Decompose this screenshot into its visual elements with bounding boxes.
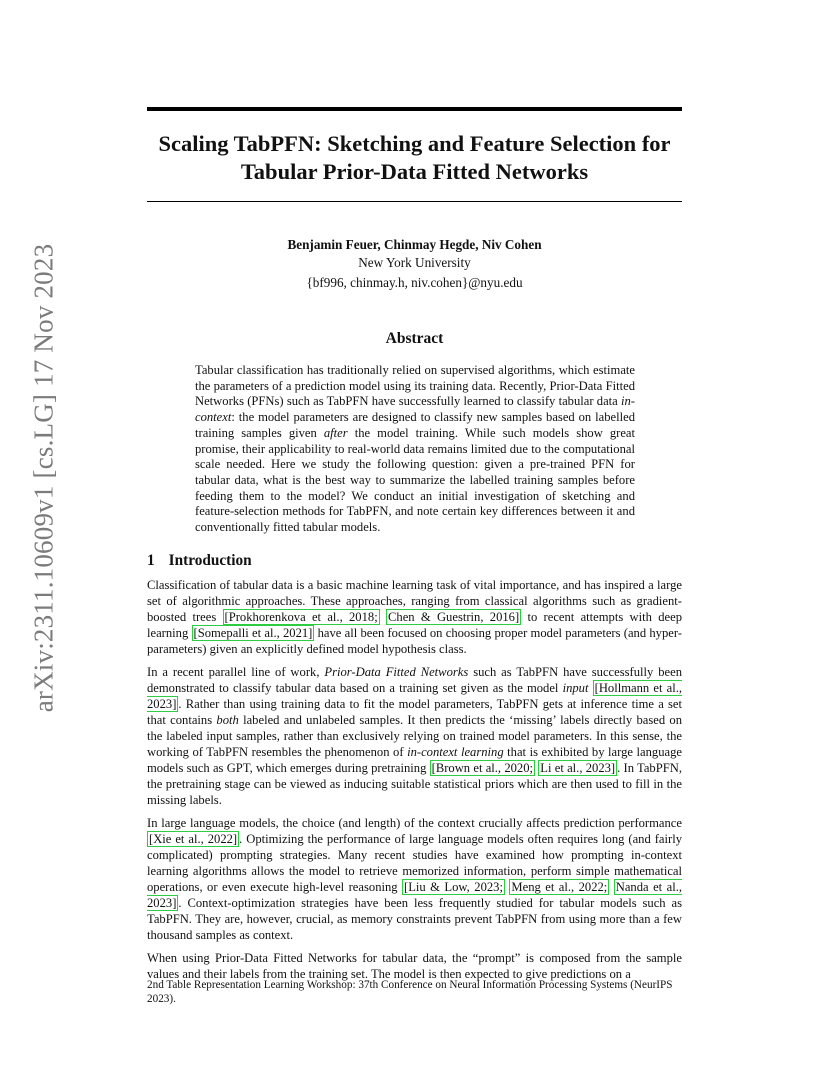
citation-link[interactable]: [Liu & Low, 2023; <box>404 880 503 894</box>
arxiv-identifier-text: arXiv:2311.10609v1 [cs.LG] 17 Nov 2023 <box>28 243 59 713</box>
citation-link[interactable]: [Xie et al., 2022] <box>149 832 238 846</box>
paragraph-emphasis: Prior-Data Fitted Networks <box>324 665 469 679</box>
citation-link[interactable]: Chen & Guestrin, 2016] <box>388 610 520 624</box>
citation-link[interactable]: [Somepalli et al., 2021] <box>193 626 313 640</box>
author-names: Benjamin Feuer, Chinmay Hegde, Niv Cohen <box>287 237 542 252</box>
paragraph-text: such as TabPFN have successfully been demonstrated to classify tabular data based on a training set given as the model <box>147 665 682 695</box>
introduction-body <box>147 577 682 989</box>
paragraph-text: . In TabPFN, the pretraining stage can be viewed as inducing suitable statistical priors which are then used to fill in the missing labels. <box>147 761 682 807</box>
abstract-emphasis: after <box>323 425 348 440</box>
paragraph-emphasis: input <box>562 681 589 695</box>
section-heading-introduction <box>147 552 682 570</box>
paragraph-text: . Context-optimization strategies have been less frequently studied for tabular models such as TabPFN. They are, however, crucial, as memory constraints prevent TabPFN from using more than a few thousand samples as context. <box>147 896 682 942</box>
section-title: Introduction <box>168 552 252 569</box>
paragraph-text: have all been focused on choosing proper model parameters (and hyper-parameters) given an explicitly defined model hypothesis class. <box>147 626 682 656</box>
paragraph-text: labeled and unlabeled samples. It then predicts the ‘missing’ labels directly based on the labeled input samples, rather than exclusively relying on trained model parameters. In this sense, the working of TabPFN resembles the phenomenon of <box>147 713 683 759</box>
paragraph-1 <box>147 577 682 657</box>
conference-footnote: 2nd Table Representation Learning Workshop: 37th Conference on Neural Information Processing Systems (NeurIPS 2023). <box>147 979 673 1005</box>
abstract-text: : the model parameters are designed to classify new samples based on labelled training samples given <box>195 410 635 440</box>
paragraph-text: In large language models, the choice (and length) of the context crucially affects prediction performance <box>147 816 682 830</box>
abstract-emphasis: in-context <box>195 394 635 425</box>
citation-link[interactable]: [Prokhorenkova et al., 2018; <box>224 610 378 624</box>
paragraph-3 <box>147 815 682 943</box>
citation-link[interactable]: Li et al., 2023] <box>540 761 616 775</box>
author-emails: {bf996, chinmay.h, niv.cohen}@nyu.edu <box>306 275 523 290</box>
author-block <box>147 236 682 292</box>
paragraph-text: . Rather than using training data to fit the model parameters, TabPFN gets at inference time a set that contains <box>147 697 682 727</box>
paragraph-emphasis: both <box>216 713 239 727</box>
title-top-rule <box>147 107 682 111</box>
paragraph-emphasis: in-context learning <box>407 745 504 759</box>
paragraph-text: to recent attempts with deep learning <box>147 610 682 640</box>
abstract-text: the model training. While such models show great promise, their applicability to real-world data remains limited due to the computational scale needed. Here we study the following question: given a pre-trained PFN for tabular data, what is the best way to summarize the labelled training samples before feeding them to the model? We conduct an initial investigation of sketching and feature-selection methods for TabPFN, and note certain key differences between it and conventionally fitted tabular models. <box>195 425 636 535</box>
paper-title-line-1: Scaling TabPFN: Sketching and Feature Selection for <box>158 131 671 156</box>
abstract-body <box>195 363 635 536</box>
abstract-heading: Abstract <box>385 330 444 347</box>
paragraph-text: In a recent parallel line of work, <box>147 665 325 679</box>
paragraph-text: that is exhibited by large language models such as GPT, which emerges during pretraining <box>147 745 682 775</box>
paragraph-2 <box>147 664 682 808</box>
title-bottom-rule <box>147 201 682 202</box>
citation-link[interactable]: Nanda et al., 2023] <box>147 880 682 910</box>
author-affiliation: New York University <box>358 255 471 270</box>
section-number: 1 <box>147 552 155 569</box>
citation-link[interactable]: [Hollmann et al., 2023] <box>147 681 682 711</box>
paper-title <box>147 130 682 186</box>
paragraph-text: Classification of tabular data is a basic machine learning task of vital importance, and has inspired a large set of algorithmic approaches. These approaches, ranging from classical algorithms such as gradient-boosted trees <box>147 578 682 624</box>
citation-link[interactable]: [Brown et al., 2020; <box>431 761 534 775</box>
paragraph-text: When using Prior-Data Fitted Networks for tabular data, the “prompt” is composed from the sample values and their labels from the training set. The model is then expected to give predictions on a <box>147 951 682 981</box>
paper-title-line-2: Tabular Prior-Data Fitted Networks <box>240 159 589 184</box>
abstract-text: Tabular classification has traditionally relied on supervised algorithms, which estimate the parameters of a prediction model using its training data. Recently, Prior-Data Fitted Networks (PFNs) such as TabPFN have successfully learned to classify tabular data <box>195 363 635 409</box>
citation-link[interactable]: Meng et al., 2022; <box>511 880 608 894</box>
paragraph-text: . Optimizing the performance of large language models often requires long (and fairly complicated) prompting strategies. Many recent studies have examined how prompting in-context learning algorithms allows the model to retrieve memorized information, perform simple mathematical operations, or even execute high-level reasoning <box>147 832 682 894</box>
